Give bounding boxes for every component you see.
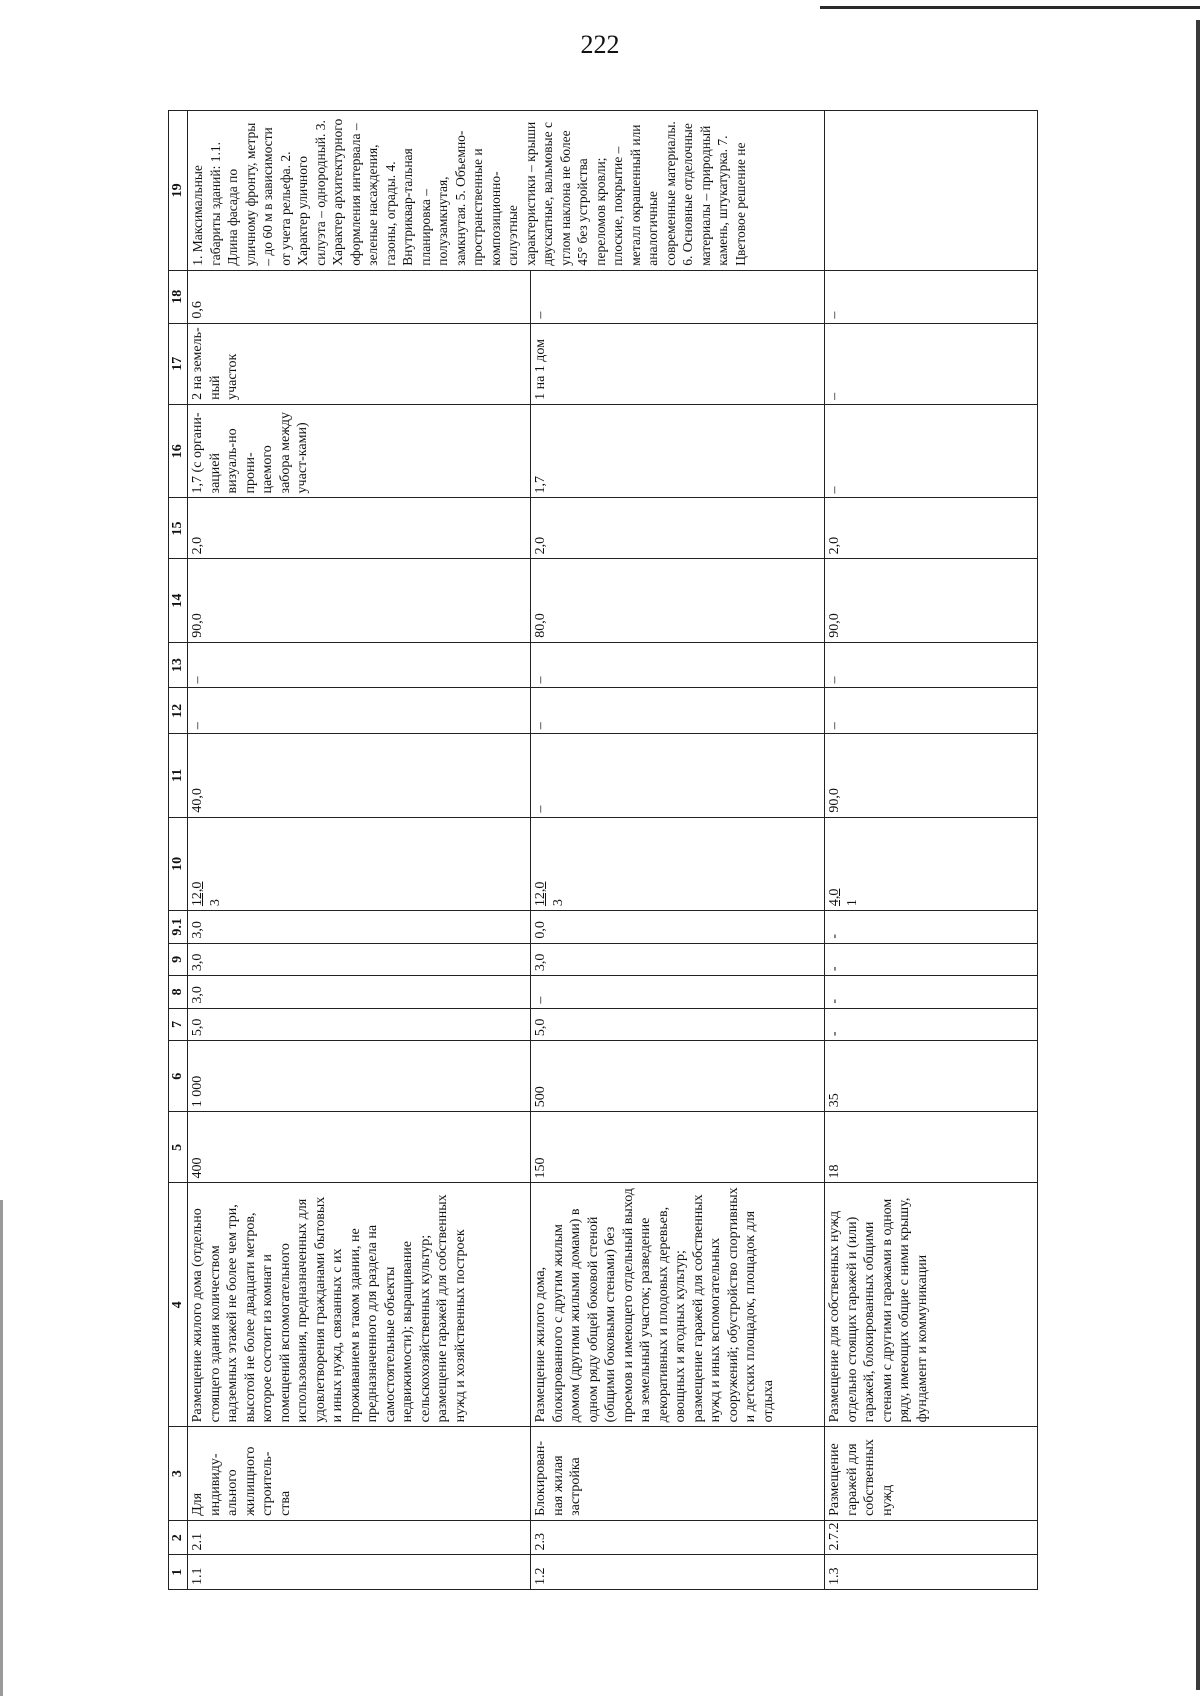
fraction-denominator: 3 [550, 899, 566, 907]
table-inner [168, 110, 1038, 1590]
cell-number: 1.2 [531, 1555, 825, 1590]
cell-col16: 1,7 [531, 404, 825, 498]
scan-edge-right [1196, 20, 1200, 1690]
header-cell: 19 [169, 111, 188, 271]
cell-col14: 80,0 [531, 559, 825, 642]
cell-col5: 150 [531, 1112, 825, 1183]
cell-col9-1: - [825, 911, 1038, 944]
header-cell: 8 [169, 976, 188, 1009]
cell-col9: 3,0 [531, 943, 825, 976]
cell-col18: 0,6 [188, 270, 531, 323]
header-cell: 7 [169, 1008, 188, 1041]
cell-col15: 2,0 [825, 498, 1038, 559]
header-cell: 2 [169, 1520, 188, 1555]
cell-code: 2.7.2 [825, 1520, 1038, 1555]
fraction-numerator: 4,0 [827, 888, 842, 907]
cell-col11: – [531, 734, 825, 817]
cell-col12: – [531, 688, 825, 734]
cell-col16: 1,7 (с органи-зацией визуаль-но прони-цаемого забора между участ-ками) [188, 404, 531, 498]
cell-number: 1.1 [188, 1555, 531, 1590]
page-number: 222 [580, 30, 620, 59]
table-row [531, 111, 825, 1590]
cell-col7: - [825, 1008, 1038, 1041]
header-cell: 3 [169, 1427, 188, 1521]
fraction-denominator: 3 [207, 899, 223, 907]
cell-col14: 90,0 [825, 559, 1038, 642]
cell-number: 1.3 [825, 1555, 1038, 1590]
header-cell: 9 [169, 943, 188, 976]
scan-edge-left [0, 1200, 3, 1696]
fraction-numerator: 12,0 [533, 881, 548, 907]
cell-col5: 18 [825, 1112, 1038, 1183]
cell-use-type: Блокирован-ная жилая застройка [531, 1427, 825, 1521]
zoning-regulations-table [168, 110, 1038, 1590]
cell-description: Размещение жилого дома (отдельно стоящего здания количеством надземных этажей не более чем три, высотой не более двадцати метров, которое состоит из комнат и помещений вспомогательного использования, предназначенных для удовлетворения гражданами бытовых и иных нужд, связанных с их проживанием в таком здании, не предназначенного для раздела на самостоятельные объекты недвижимости); выращивание сельскохозяйственных культур; размещение гаражей для собственных нужд и хозяйственных построек [188, 1183, 531, 1427]
cell-col10 [188, 817, 531, 911]
cell-col7: 5,0 [188, 1008, 531, 1041]
header-cell: 16 [169, 404, 188, 498]
cell-col15: 2,0 [531, 498, 825, 559]
cell-col17: 1 на 1 дом [531, 323, 825, 404]
cell-col8: 3,0 [188, 976, 531, 1009]
table-row [825, 111, 1038, 1590]
header-cell: 12 [169, 688, 188, 734]
cell-col11: 40,0 [188, 734, 531, 817]
cell-col13: – [188, 642, 531, 688]
table-row [188, 111, 531, 1590]
cell-col16: – [825, 404, 1038, 498]
cell-col11: 90,0 [825, 734, 1038, 817]
cell-col12: – [188, 688, 531, 734]
cell-col10 [825, 817, 1038, 911]
cell-col13: – [531, 642, 825, 688]
cell-col12: – [825, 688, 1038, 734]
cell-col7: 5,0 [531, 1008, 825, 1041]
cell-col8: - [825, 976, 1038, 1009]
fraction-denominator: 1 [844, 899, 860, 907]
cell-col9: - [825, 943, 1038, 976]
header-cell: 17 [169, 323, 188, 404]
cell-col18: – [825, 270, 1038, 323]
cell-col6: 1 000 [188, 1041, 531, 1112]
cell-col6: 500 [531, 1041, 825, 1112]
cell-col5: 400 [188, 1112, 531, 1183]
header-row [169, 111, 188, 1590]
fraction-numerator: 12,0 [190, 881, 205, 907]
header-cell: 10 [169, 817, 188, 911]
header-cell: 1 [169, 1555, 188, 1590]
scan-edge-top [820, 6, 1200, 9]
cell-col9-1: 0,0 [531, 911, 825, 944]
header-cell: 11 [169, 734, 188, 817]
cell-description: Размещение жилого дома, блокированного с другим жилым домом (другими жилыми домами) в одном ряду общей боковой стеной (общими боковыми стенами) без проемов и имеющего отдельный выход на земельный участок; разведение декоративных и плодовых деревьев, овощных и ягодных культур; размещение гаражей для собственных нужд и иных вспомогательных сооружений; обустройство спортивных и детских площадок, площадок для отдыха [531, 1183, 825, 1427]
cell-col18: – [531, 270, 825, 323]
cell-description: Размещение для собственных нужд отдельно стоящих гаражей и (или) гаражей, блокированных общими стенами с другими гаражами в одном ряду, имеющих общие с ними крышу, фундамент и коммуникации [825, 1183, 1038, 1427]
cell-col6: 35 [825, 1041, 1038, 1112]
cell-col13: – [825, 642, 1038, 688]
cell-code: 2.3 [531, 1520, 825, 1555]
cell-col10 [531, 817, 825, 911]
cell-architectural-requirements: 1. Максимальные габариты зданий: 1.1. Длина фасада по уличному фронту, метры – до 60 м в зависимости от учета рельефа. 2. Характер уличного силуэта – однородный. 3. Характер архитектурного оформления интервала – зеленые насаждения, газоны, ограды. 4. Внутриквар-тальная планировка – полузамкнутая, замкнутая. 5. Объемно-пространственные и композиционно-силуэтные характеристики – крыши двускатные, вальмовые с углом наклона не более 45° без устройства переломов кровли; плоские, покрытие – металл окрашенный или аналогичные современные материалы. 6. Основные отделочные материалы – природный камень, штукатурка. 7. Цветовое решение не [188, 111, 825, 271]
header-cell: 5 [169, 1112, 188, 1183]
cell-col17: 2 на земель-ный участок [188, 323, 531, 404]
header-cell: 15 [169, 498, 188, 559]
cell-col15: 2,0 [188, 498, 531, 559]
header-cell: 13 [169, 642, 188, 688]
cell-col8: – [531, 976, 825, 1009]
cell-col17: – [825, 323, 1038, 404]
header-cell: 6 [169, 1041, 188, 1112]
cell-code: 2.1 [188, 1520, 531, 1555]
cell-col14: 90,0 [188, 559, 531, 642]
header-cell: 9.1 [169, 911, 188, 944]
cell-use-type: Для индивиду-ального жилищного строитель-ства [188, 1427, 531, 1521]
header-cell: 4 [169, 1183, 188, 1427]
cell-col9-1: 3,0 [188, 911, 531, 944]
cell-col9: 3,0 [188, 943, 531, 976]
rotated-table-container [168, 110, 1038, 1590]
cell-use-type: Размещение гаражей для собственных нужд [825, 1427, 1038, 1521]
header-cell: 14 [169, 559, 188, 642]
cell-architectural-requirements-empty [825, 111, 1038, 271]
header-cell: 18 [169, 270, 188, 323]
